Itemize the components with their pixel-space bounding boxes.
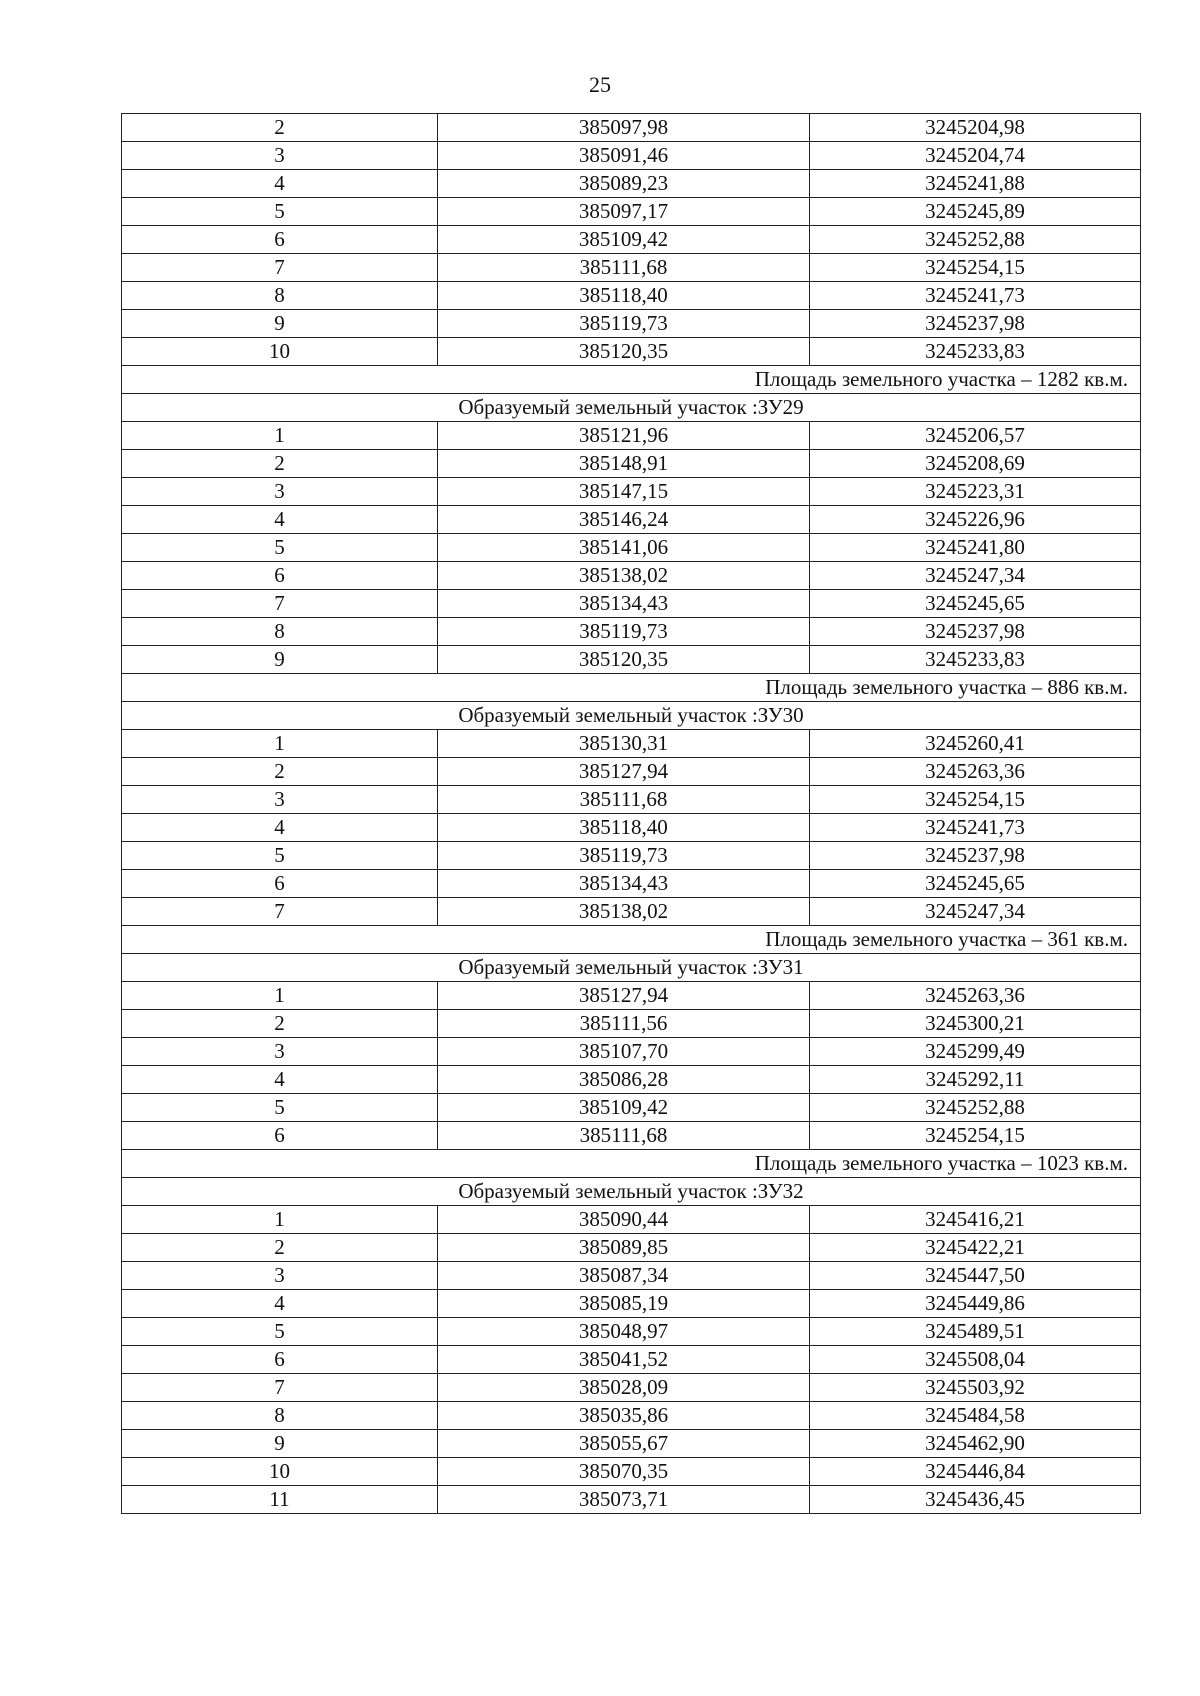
y-coordinate-cell: 3245245,65 (810, 870, 1141, 898)
table-row (122, 1458, 1141, 1486)
y-coordinate-cell: 3245300,21 (810, 1010, 1141, 1038)
point-number-cell: 6 (122, 870, 438, 898)
y-coordinate-cell: 3245247,34 (810, 562, 1141, 590)
table-row (122, 814, 1141, 842)
y-coordinate-cell: 3245252,88 (810, 1094, 1141, 1122)
x-coordinate-cell: 385107,70 (438, 1038, 810, 1066)
x-coordinate-cell: 385130,31 (438, 730, 810, 758)
point-number-cell: 5 (122, 1094, 438, 1122)
y-coordinate-cell: 3245204,98 (810, 114, 1141, 142)
x-coordinate-cell: 385111,68 (438, 1122, 810, 1150)
y-coordinate-cell: 3245254,15 (810, 254, 1141, 282)
x-coordinate-cell: 385121,96 (438, 422, 810, 450)
table-row (122, 730, 1141, 758)
x-coordinate-cell: 385035,86 (438, 1402, 810, 1430)
point-number-cell: 1 (122, 730, 438, 758)
x-coordinate-cell: 385109,42 (438, 226, 810, 254)
x-coordinate-cell: 385041,52 (438, 1346, 810, 1374)
y-coordinate-cell: 3245416,21 (810, 1206, 1141, 1234)
x-coordinate-cell: 385120,35 (438, 338, 810, 366)
plot-title: Образуемый земельный участок :ЗУ29 (122, 394, 1141, 422)
point-number-cell: 10 (122, 338, 438, 366)
x-coordinate-cell: 385120,35 (438, 646, 810, 674)
x-coordinate-cell: 385089,23 (438, 170, 810, 198)
x-coordinate-cell: 385111,68 (438, 786, 810, 814)
table-row (122, 1402, 1141, 1430)
point-number-cell: 9 (122, 1430, 438, 1458)
y-coordinate-cell: 3245254,15 (810, 786, 1141, 814)
table-row (122, 1122, 1141, 1150)
point-number-cell: 4 (122, 170, 438, 198)
y-coordinate-cell: 3245245,89 (810, 198, 1141, 226)
y-coordinate-cell: 3245263,36 (810, 758, 1141, 786)
coordinates-table (121, 113, 1141, 1514)
point-number-cell: 1 (122, 982, 438, 1010)
y-coordinate-cell: 3245233,83 (810, 338, 1141, 366)
x-coordinate-cell: 385147,15 (438, 478, 810, 506)
y-coordinate-cell: 3245447,50 (810, 1262, 1141, 1290)
point-number-cell: 3 (122, 142, 438, 170)
point-number-cell: 6 (122, 1346, 438, 1374)
plot-title-row (122, 1178, 1141, 1206)
y-coordinate-cell: 3245260,41 (810, 730, 1141, 758)
point-number-cell: 8 (122, 618, 438, 646)
plot-area-row (122, 674, 1141, 702)
table-row (122, 1094, 1141, 1122)
x-coordinate-cell: 385055,67 (438, 1430, 810, 1458)
point-number-cell: 9 (122, 310, 438, 338)
y-coordinate-cell: 3245489,51 (810, 1318, 1141, 1346)
table-row (122, 1430, 1141, 1458)
point-number-cell: 3 (122, 786, 438, 814)
point-number-cell: 4 (122, 1290, 438, 1318)
y-coordinate-cell: 3245241,73 (810, 814, 1141, 842)
table-row (122, 786, 1141, 814)
plot-area: Площадь земельного участка – 1023 кв.м. (122, 1150, 1141, 1178)
y-coordinate-cell: 3245233,83 (810, 646, 1141, 674)
table-row (122, 870, 1141, 898)
y-coordinate-cell: 3245299,49 (810, 1038, 1141, 1066)
plot-title-row (122, 954, 1141, 982)
table-row (122, 170, 1141, 198)
table-row (122, 506, 1141, 534)
point-number-cell: 4 (122, 1066, 438, 1094)
plot-area-row (122, 1150, 1141, 1178)
x-coordinate-cell: 385073,71 (438, 1486, 810, 1514)
y-coordinate-cell: 3245226,96 (810, 506, 1141, 534)
plot-area: Площадь земельного участка – 886 кв.м. (122, 674, 1141, 702)
table-row (122, 1234, 1141, 1262)
plot-title: Образуемый земельный участок :ЗУ31 (122, 954, 1141, 982)
table-row (122, 142, 1141, 170)
table-row (122, 422, 1141, 450)
y-coordinate-cell: 3245252,88 (810, 226, 1141, 254)
point-number-cell: 8 (122, 282, 438, 310)
x-coordinate-cell: 385118,40 (438, 814, 810, 842)
x-coordinate-cell: 385090,44 (438, 1206, 810, 1234)
table-row (122, 1346, 1141, 1374)
table-row (122, 534, 1141, 562)
y-coordinate-cell: 3245206,57 (810, 422, 1141, 450)
point-number-cell: 3 (122, 478, 438, 506)
x-coordinate-cell: 385148,91 (438, 450, 810, 478)
y-coordinate-cell: 3245422,21 (810, 1234, 1141, 1262)
x-coordinate-cell: 385134,43 (438, 870, 810, 898)
x-coordinate-cell: 385118,40 (438, 282, 810, 310)
y-coordinate-cell: 3245223,31 (810, 478, 1141, 506)
table-row (122, 646, 1141, 674)
x-coordinate-cell: 385085,19 (438, 1290, 810, 1318)
x-coordinate-cell: 385111,68 (438, 254, 810, 282)
plot-title-row (122, 394, 1141, 422)
plot-title: Образуемый земельный участок :ЗУ32 (122, 1178, 1141, 1206)
table-row (122, 114, 1141, 142)
y-coordinate-cell: 3245241,73 (810, 282, 1141, 310)
point-number-cell: 11 (122, 1486, 438, 1514)
y-coordinate-cell: 3245245,65 (810, 590, 1141, 618)
table-row (122, 618, 1141, 646)
x-coordinate-cell: 385119,73 (438, 310, 810, 338)
table-row (122, 282, 1141, 310)
y-coordinate-cell: 3245237,98 (810, 842, 1141, 870)
table-row (122, 982, 1141, 1010)
point-number-cell: 6 (122, 562, 438, 590)
coordinates-table-body (122, 114, 1141, 1514)
table-row (122, 758, 1141, 786)
y-coordinate-cell: 3245237,98 (810, 310, 1141, 338)
point-number-cell: 7 (122, 898, 438, 926)
point-number-cell: 6 (122, 226, 438, 254)
x-coordinate-cell: 385119,73 (438, 842, 810, 870)
point-number-cell: 2 (122, 1010, 438, 1038)
x-coordinate-cell: 385070,35 (438, 1458, 810, 1486)
y-coordinate-cell: 3245446,84 (810, 1458, 1141, 1486)
plot-title: Образуемый земельный участок :ЗУ30 (122, 702, 1141, 730)
table-row (122, 478, 1141, 506)
table-row (122, 1038, 1141, 1066)
plot-area: Площадь земельного участка – 361 кв.м. (122, 926, 1141, 954)
x-coordinate-cell: 385109,42 (438, 1094, 810, 1122)
y-coordinate-cell: 3245292,11 (810, 1066, 1141, 1094)
point-number-cell: 1 (122, 422, 438, 450)
table-row (122, 1374, 1141, 1402)
x-coordinate-cell: 385141,06 (438, 534, 810, 562)
table-row (122, 898, 1141, 926)
point-number-cell: 1 (122, 1206, 438, 1234)
table-row (122, 1486, 1141, 1514)
point-number-cell: 5 (122, 198, 438, 226)
point-number-cell: 5 (122, 534, 438, 562)
point-number-cell: 10 (122, 1458, 438, 1486)
x-coordinate-cell: 385097,17 (438, 198, 810, 226)
table-row (122, 254, 1141, 282)
table-row (122, 310, 1141, 338)
point-number-cell: 3 (122, 1038, 438, 1066)
table-row (122, 1066, 1141, 1094)
x-coordinate-cell: 385091,46 (438, 142, 810, 170)
point-number-cell: 2 (122, 758, 438, 786)
x-coordinate-cell: 385089,85 (438, 1234, 810, 1262)
y-coordinate-cell: 3245254,15 (810, 1122, 1141, 1150)
table-row (122, 1010, 1141, 1038)
page-number: 25 (589, 72, 611, 97)
point-number-cell: 3 (122, 1262, 438, 1290)
table-row (122, 1318, 1141, 1346)
x-coordinate-cell: 385127,94 (438, 758, 810, 786)
plot-area: Площадь земельного участка – 1282 кв.м. (122, 366, 1141, 394)
y-coordinate-cell: 3245484,58 (810, 1402, 1141, 1430)
point-number-cell: 9 (122, 646, 438, 674)
table-row (122, 842, 1141, 870)
y-coordinate-cell: 3245462,90 (810, 1430, 1141, 1458)
point-number-cell: 2 (122, 450, 438, 478)
y-coordinate-cell: 3245503,92 (810, 1374, 1141, 1402)
y-coordinate-cell: 3245247,34 (810, 898, 1141, 926)
y-coordinate-cell: 3245237,98 (810, 618, 1141, 646)
x-coordinate-cell: 385111,56 (438, 1010, 810, 1038)
y-coordinate-cell: 3245508,04 (810, 1346, 1141, 1374)
point-number-cell: 5 (122, 842, 438, 870)
point-number-cell: 6 (122, 1122, 438, 1150)
point-number-cell: 4 (122, 814, 438, 842)
x-coordinate-cell: 385127,94 (438, 982, 810, 1010)
x-coordinate-cell: 385146,24 (438, 506, 810, 534)
plot-area-row (122, 366, 1141, 394)
x-coordinate-cell: 385028,09 (438, 1374, 810, 1402)
point-number-cell: 7 (122, 254, 438, 282)
table-row (122, 562, 1141, 590)
y-coordinate-cell: 3245241,80 (810, 534, 1141, 562)
x-coordinate-cell: 385138,02 (438, 562, 810, 590)
point-number-cell: 8 (122, 1402, 438, 1430)
table-row (122, 198, 1141, 226)
x-coordinate-cell: 385048,97 (438, 1318, 810, 1346)
y-coordinate-cell: 3245208,69 (810, 450, 1141, 478)
point-number-cell: 2 (122, 1234, 438, 1262)
x-coordinate-cell: 385119,73 (438, 618, 810, 646)
y-coordinate-cell: 3245204,74 (810, 142, 1141, 170)
point-number-cell: 7 (122, 1374, 438, 1402)
table-row (122, 1290, 1141, 1318)
table-row (122, 450, 1141, 478)
table-row (122, 226, 1141, 254)
y-coordinate-cell: 3245241,88 (810, 170, 1141, 198)
plot-title-row (122, 702, 1141, 730)
point-number-cell: 5 (122, 1318, 438, 1346)
y-coordinate-cell: 3245436,45 (810, 1486, 1141, 1514)
y-coordinate-cell: 3245449,86 (810, 1290, 1141, 1318)
x-coordinate-cell: 385134,43 (438, 590, 810, 618)
x-coordinate-cell: 385097,98 (438, 114, 810, 142)
table-row (122, 1262, 1141, 1290)
table-row (122, 590, 1141, 618)
plot-area-row (122, 926, 1141, 954)
point-number-cell: 7 (122, 590, 438, 618)
x-coordinate-cell: 385138,02 (438, 898, 810, 926)
y-coordinate-cell: 3245263,36 (810, 982, 1141, 1010)
point-number-cell: 2 (122, 114, 438, 142)
table-row (122, 338, 1141, 366)
table-row (122, 1206, 1141, 1234)
point-number-cell: 4 (122, 506, 438, 534)
x-coordinate-cell: 385086,28 (438, 1066, 810, 1094)
x-coordinate-cell: 385087,34 (438, 1262, 810, 1290)
